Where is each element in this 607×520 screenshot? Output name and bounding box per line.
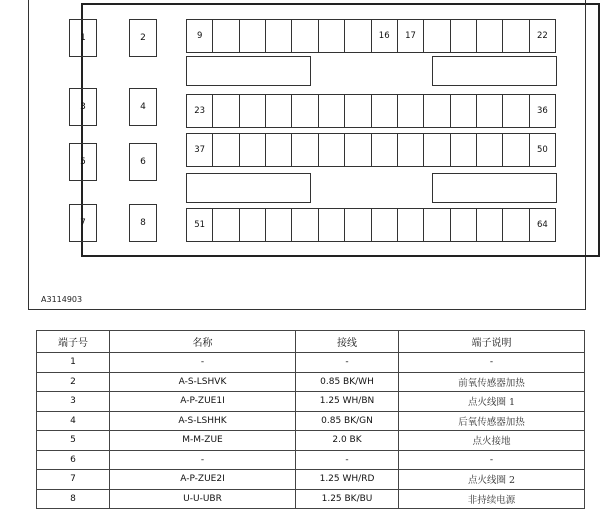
terminal-cell xyxy=(503,95,529,127)
terminal-cell xyxy=(477,20,503,52)
cell-wiring: 2.0 BK xyxy=(296,431,399,451)
cell-wiring: - xyxy=(296,450,399,470)
terminal-cell xyxy=(424,20,450,52)
terminal-cell xyxy=(345,95,371,127)
table-row xyxy=(37,372,585,392)
terminal-cell xyxy=(372,209,398,241)
pin-7: 7 xyxy=(69,204,97,242)
table-row xyxy=(37,431,585,451)
terminal-cell xyxy=(398,209,424,241)
pin-2: 2 xyxy=(129,19,157,57)
header-name: 名称 xyxy=(110,331,296,353)
cell-terminal-no: 1 xyxy=(37,353,110,373)
terminal-cell xyxy=(266,134,292,166)
terminal-cell: 9 xyxy=(187,20,213,52)
terminal-cell: 50 xyxy=(536,145,548,155)
cell-terminal-no: 4 xyxy=(37,411,110,431)
cell-name: - xyxy=(110,450,296,470)
table-row xyxy=(37,470,585,490)
terminal-cell: 16 xyxy=(372,20,398,52)
cell-terminal-no: 6 xyxy=(37,450,110,470)
table-row xyxy=(37,392,585,412)
terminal-cell xyxy=(213,134,239,166)
terminal-cell xyxy=(319,95,345,127)
cell-terminal-no: 3 xyxy=(37,392,110,412)
terminal-row-37-50 xyxy=(186,133,556,167)
cell-name: - xyxy=(110,353,296,373)
terminal-cell xyxy=(213,209,239,241)
terminal-cell xyxy=(266,95,292,127)
terminal-cell: 51 xyxy=(187,209,213,241)
cell-description: 前氧传感器加热 xyxy=(399,372,585,392)
pin-8: 8 xyxy=(129,204,157,242)
terminal-cell: 23 xyxy=(187,95,213,127)
table-row xyxy=(37,353,585,373)
terminal-cell xyxy=(292,134,318,166)
terminal-cell xyxy=(292,95,318,127)
terminal-cell xyxy=(319,209,345,241)
terminal-cell: 64 xyxy=(536,220,548,230)
cell-wiring: - xyxy=(296,353,399,373)
pin-6: 6 xyxy=(129,143,157,181)
cell-name: A-P-ZUE1I xyxy=(110,392,296,412)
cell-description: - xyxy=(399,450,585,470)
terminal-cell xyxy=(213,95,239,127)
terminal-cell: 37 xyxy=(187,134,213,166)
cell-wiring: 1.25 WH/BN xyxy=(296,392,399,412)
pin-4: 4 xyxy=(129,88,157,126)
terminal-cell xyxy=(451,134,477,166)
cell-name: M-M-ZUE xyxy=(110,431,296,451)
terminal-cell xyxy=(240,95,266,127)
terminal-cell xyxy=(345,134,371,166)
terminal-cell xyxy=(213,20,239,52)
terminal-cell xyxy=(345,20,371,52)
terminal-cell xyxy=(319,134,345,166)
cell-description: 后氧传感器加热 xyxy=(399,411,585,431)
terminal-row-9-22 xyxy=(186,19,556,53)
terminal-table xyxy=(36,330,585,509)
cell-wiring: 0.85 BK/WH xyxy=(296,372,399,392)
terminal-cell xyxy=(240,134,266,166)
terminal-cell xyxy=(451,95,477,127)
cell-description: - xyxy=(399,353,585,373)
cell-wiring: 1.25 WH/RD xyxy=(296,470,399,490)
pin-3: 3 xyxy=(69,88,97,126)
figure-id: A3114903 xyxy=(41,295,83,304)
terminal-cell xyxy=(319,20,345,52)
terminal-cell xyxy=(266,209,292,241)
terminal-cell xyxy=(345,209,371,241)
cell-description: 点火接地 xyxy=(399,431,585,451)
terminal-cell xyxy=(477,95,503,127)
connector-diagram xyxy=(28,0,586,310)
terminal-cell xyxy=(266,20,292,52)
blank-key-right-upper xyxy=(432,56,557,86)
terminal-cell xyxy=(372,95,398,127)
terminal-cell xyxy=(503,209,529,241)
terminal-cell xyxy=(292,209,318,241)
header-description: 端子说明 xyxy=(399,331,585,353)
cell-description: 非持续电源 xyxy=(399,489,585,509)
terminal-cell xyxy=(503,20,529,52)
cell-terminal-no: 2 xyxy=(37,372,110,392)
pin-5: 5 xyxy=(69,143,97,181)
terminal-cell: 36 xyxy=(536,106,548,116)
table-row xyxy=(37,411,585,431)
header-terminal-no: 端子号 xyxy=(37,331,110,353)
cell-wiring: 0.85 BK/GN xyxy=(296,411,399,431)
terminal-cell xyxy=(451,20,477,52)
terminal-cell xyxy=(503,134,529,166)
terminal-cell xyxy=(451,209,477,241)
cell-name: A-P-ZUE2I xyxy=(110,470,296,490)
table-header-row xyxy=(37,331,585,353)
terminal-cell xyxy=(424,95,450,127)
header-wiring: 接线 xyxy=(296,331,399,353)
terminal-cell xyxy=(424,134,450,166)
terminal-cell xyxy=(292,20,318,52)
blank-key-left-upper xyxy=(186,56,311,86)
terminal-cell xyxy=(398,134,424,166)
cell-terminal-no: 8 xyxy=(37,489,110,509)
cell-wiring: 1.25 BK/BU xyxy=(296,489,399,509)
terminal-cell xyxy=(240,20,266,52)
terminal-cell xyxy=(477,134,503,166)
cell-description: 点火线圈 1 xyxy=(399,392,585,412)
cell-name: A-S-LSHVK xyxy=(110,372,296,392)
terminal-cell xyxy=(477,209,503,241)
blank-key-left-lower xyxy=(186,173,311,203)
blank-key-right-lower xyxy=(432,173,557,203)
terminal-row-51-64 xyxy=(186,208,556,242)
terminal-cell: 17 xyxy=(398,20,424,52)
terminal-cell xyxy=(398,95,424,127)
table-row xyxy=(37,450,585,470)
terminal-cell xyxy=(424,209,450,241)
cell-name: U-U-UBR xyxy=(110,489,296,509)
cell-terminal-no: 5 xyxy=(37,431,110,451)
pin-1: 1 xyxy=(69,19,97,57)
cell-description: 点火线圈 2 xyxy=(399,470,585,490)
cell-terminal-no: 7 xyxy=(37,470,110,490)
terminal-cell xyxy=(240,209,266,241)
table-row xyxy=(37,489,585,509)
terminal-cell xyxy=(372,134,398,166)
terminal-row-23-36 xyxy=(186,94,556,128)
cell-name: A-S-LSHHK xyxy=(110,411,296,431)
terminal-cell: 22 xyxy=(536,31,548,41)
